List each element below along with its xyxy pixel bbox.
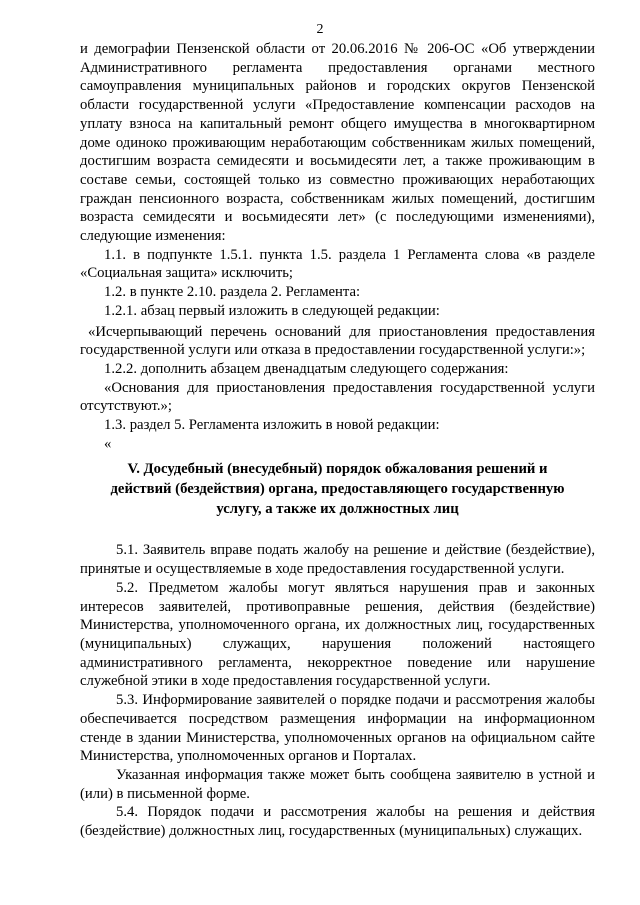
paragraph-5-1: 5.1. Заявитель вправе подать жалобу на решение и действие (бездействие), принятые и осуществляемые в ходе предоставления государственной услуги. <box>80 542 595 578</box>
section-heading: V. Досудебный (внесудебный) порядок обжалования решений и действий (бездействия) органа, предоставляющего государственную услугу, а также их должностных лиц <box>110 461 565 518</box>
paragraph-1-2-1: 1.2.1. абзац первый изложить в следующей редакции: <box>104 302 440 319</box>
paragraph-1-2-2: 1.2.2. дополнить абзацем двенадцатым следующего содержания: <box>104 360 509 377</box>
paragraph-info: Указанная информация также может быть сообщена заявителю в устной и (или) в письменной форме. <box>80 766 595 802</box>
quote-mark: « <box>104 435 112 452</box>
paragraph-quote-2: «Основания для приостановления предоставления государственной услуги отсутствуют.»; <box>80 379 595 415</box>
paragraph-1-2: 1.2. в пункте 2.10. раздела 2. Регламента: <box>104 284 361 301</box>
paragraph-quote-1: «Исчерпывающий перечень оснований для приостановления предоставления государственной услуги или отказа в предоставлении государственной услуги:»; <box>80 323 595 359</box>
page-number: 2 <box>316 22 324 37</box>
paragraph-1-1: 1.1. в подпункте 1.5.1. пункта 1.5. раздела 1 Регламента слова «в разделе «Социальная защита» исключить; <box>80 246 595 282</box>
paragraph-5-4: 5.4. Порядок подачи и рассмотрения жалобы на решения и действия (бездействие) должностных лиц, государственных (муниципальных) служащих. <box>80 804 595 840</box>
paragraph-intro: и демографии Пензенской области от 20.06.2016 № 206-ОС «Об утверждении Административного регламента предоставления органами местного самоуправления муниципальных районов и городских округов Пензенской области государственной услуги «Предоставление компенсации расходов на уплату взноса на капитальный ремонт общего имущества в многоквартирном доме одиноко проживающим неработающим собственникам жилых помещений, достигшим возраста семидесяти и восьмидесяти лет, а также проживающим в составе семьи, состоящей только из совместно проживающих неработающих граждан пенсионного возраста, собственникам жилых помещений, достигшим возраста семидесяти и восьмидесяти лет» (с последующими изменениями), следующие изменения: <box>80 41 595 245</box>
paragraph-1-3: 1.3. раздел 5. Регламента изложить в новой редакции: <box>104 417 440 434</box>
paragraph-5-2: 5.2. Предметом жалобы могут являться нарушения прав и законных интересов заявителей, противоправные решения, действия (бездействие) Министерства, уполномоченного органа, их должностных лиц, государственных (муниципальных) служащих, нарушения положений настоящего административного регламента, некорректное поведение или нарушение служебной этики в ходе предоставления государственной услуги. <box>80 579 595 690</box>
paragraph-5-3: 5.3. Информирование заявителей о порядке подачи и рассмотрения жалобы обеспечивается посредством размещения информации на информационном стенде в здании Министерства, уполномоченных органов на официальном сайте Министерства, уполномоченных органов и Порталах. <box>80 692 595 765</box>
document-body <box>80 40 595 841</box>
